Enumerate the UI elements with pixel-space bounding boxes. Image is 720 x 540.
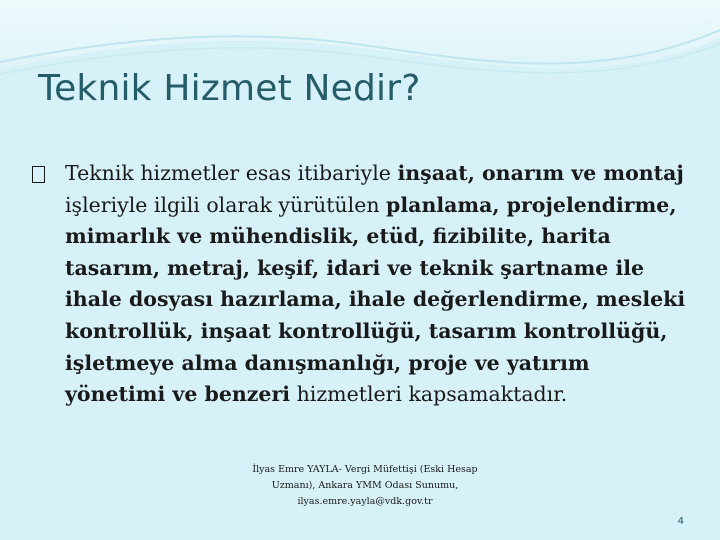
text-segment: Teknik hizmetler esas itibariyle	[65, 161, 398, 185]
bullet-box-icon	[32, 158, 65, 411]
text-segment: işleriyle ilgili olarak yürütülen	[65, 192, 387, 217]
slide-body	[32, 158, 692, 411]
footer-email: ilyas.emre.yayla@vdk.gov.tr	[297, 496, 433, 507]
footer-line: Uzmanı), Ankara YMM Odası Sunumu,	[271, 480, 459, 491]
page-number: 4	[677, 516, 684, 527]
text-segment: hizmetleri kapsamaktadır.	[290, 382, 568, 407]
paragraph-text	[65, 158, 692, 411]
slide-title: Teknik Hizmet Nedir?	[38, 68, 421, 109]
bullet-paragraph	[32, 158, 692, 411]
footer-credit	[230, 462, 500, 510]
bold-segment: inşaat, onarım ve montaj	[397, 161, 684, 185]
footer-line: İlyas Emre YAYLA- Vergi Müfettişi (Eski Hesap	[252, 464, 478, 475]
bold-segment: planlama, projelendirme, mimarlık ve mühendislik, etüd, fizibilite, harita tasarım, metraj, keşif, idari ve teknik şartname ile ihale dosyası hazırlama, ihale değerlendirme, mesleki kontrollük, inşaat kontrollüğü, tasarım kontrollüğü, işletmeye alma danışmanlığı, proje ve yatırım yönetimi ve benzeri	[65, 192, 686, 407]
